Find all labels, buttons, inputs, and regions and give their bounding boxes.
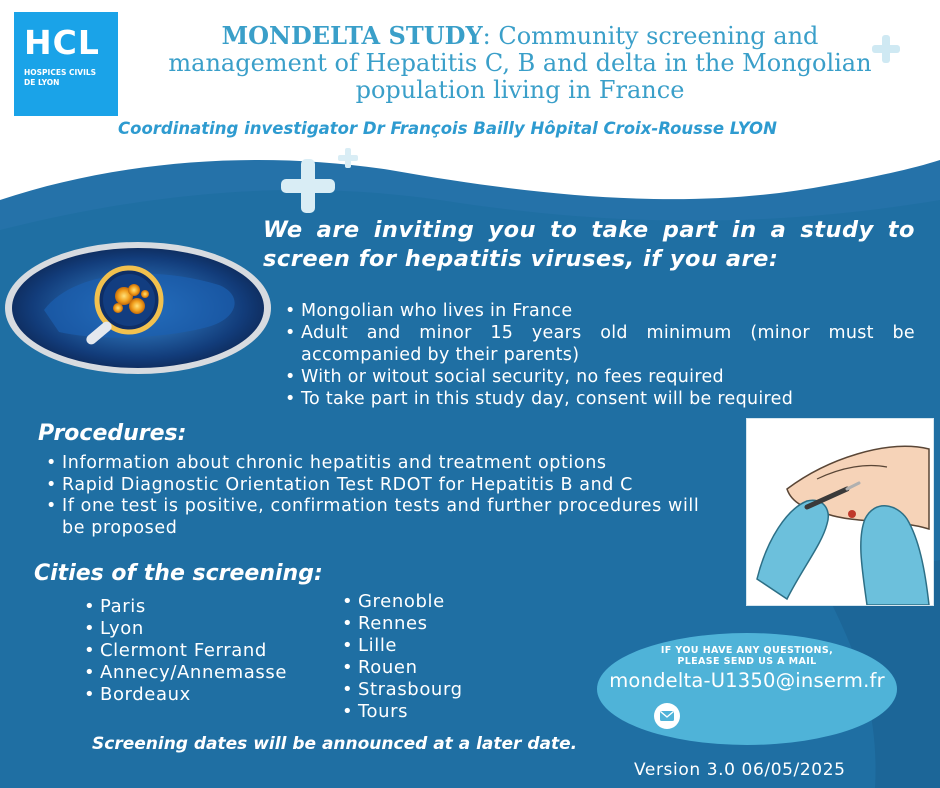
cities-list-column-1 (82, 596, 287, 706)
contact-prompt-line1: IF YOU HAVE ANY QUESTIONS, (660, 645, 834, 656)
list-item: • With or witout social security, no fees required (283, 366, 915, 388)
list-item: • To take part in this study day, consent will be required (283, 388, 915, 410)
procedures-list (44, 453, 716, 539)
plus-icon (336, 146, 360, 170)
study-description: : Community screening and management of Hepatitis C, B and delta in the Mongolian population living in France (168, 22, 872, 104)
list-item: • Rapid Diagnostic Orientation Test RDOT for Hepatitis B and C (44, 475, 716, 497)
contact-email-link[interactable]: mondelta-U1350@inserm.fr (609, 669, 885, 692)
contact-bubble (597, 633, 897, 745)
list-item: • Lille (340, 635, 463, 657)
page-title (160, 22, 880, 104)
list-item: • Tours (340, 701, 463, 723)
list-item: • Rennes (340, 613, 463, 635)
screening-dates-note: Screening dates will be announced at a later date. (92, 734, 578, 754)
finger-prick-illustration (746, 418, 934, 606)
eligibility-criteria-list (283, 300, 915, 410)
logo-name-line1: HOSPICES CIVILS (24, 68, 97, 77)
logo-abbr: HCL (24, 23, 100, 62)
list-item: • Lyon (82, 618, 287, 640)
cities-heading: Cities of the screening: (34, 561, 323, 586)
cities-list-column-2 (340, 591, 463, 723)
list-item: • Adult and minor 15 years old minimum (minor must be accompanied by their parents) (283, 322, 915, 366)
list-item: • Strasbourg (340, 679, 463, 701)
version-label: Version 3.0 06/05/2025 (634, 760, 846, 780)
list-item: • Rouen (340, 657, 463, 679)
invitation-heading: We are inviting you to take part in a study to screen for hepatitis viruses, if you are: (263, 217, 915, 272)
contact-prompt (597, 645, 897, 667)
list-item: • Grenoble (340, 591, 463, 613)
list-item: • Bordeaux (82, 684, 287, 706)
hcl-logo (14, 12, 118, 116)
contact-prompt-line2: PLEASE SEND US A MAIL (677, 656, 817, 667)
list-item: • Information about chronic hepatitis and treatment options (44, 453, 716, 475)
study-name: MONDELTA STUDY (221, 21, 483, 50)
list-item: • Mongolian who lives in France (283, 300, 915, 322)
envelope-icon[interactable] (654, 703, 680, 729)
logo-name-line2: DE LYON (24, 78, 60, 87)
list-item: • Clermont Ferrand (82, 640, 287, 662)
procedures-heading: Procedures: (38, 421, 187, 446)
list-item: • Paris (82, 596, 287, 618)
list-item: • If one test is positive, confirmation tests and further procedures will be proposed (44, 496, 716, 539)
coordinating-investigator: Coordinating investigator Dr François Bailly Hôpital Croix-Rousse LYON (118, 119, 777, 138)
liver-magnifier-illustration (4, 240, 272, 376)
plus-icon (277, 155, 339, 217)
list-item: • Annecy/Annemasse (82, 662, 287, 684)
